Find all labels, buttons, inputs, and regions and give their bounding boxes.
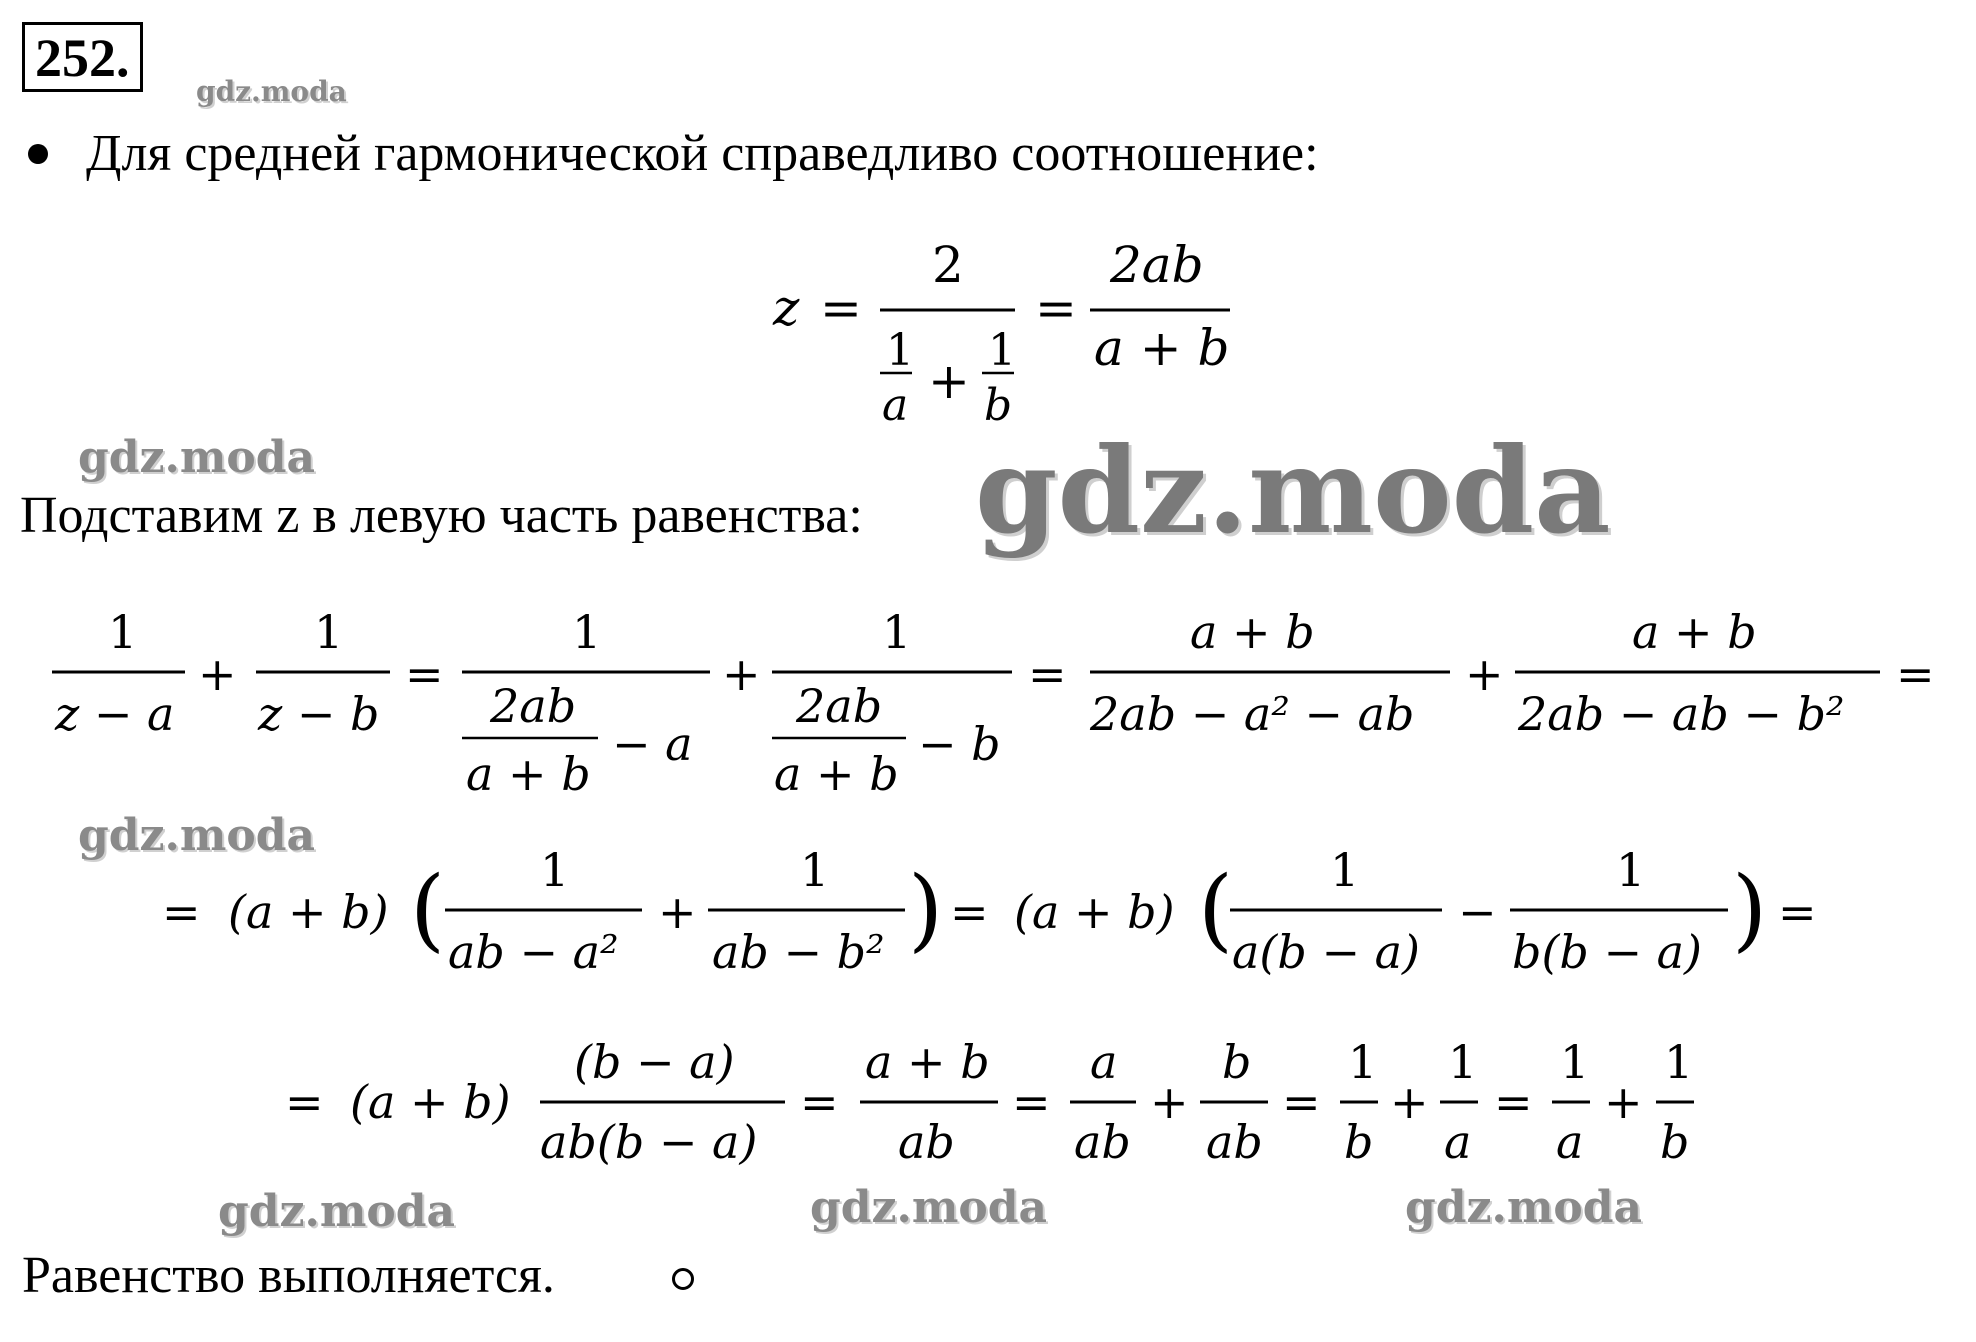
svg-text:a + b: a + b bbox=[466, 747, 591, 801]
svg-text:1: 1 bbox=[988, 325, 1016, 376]
svg-text:2ab − a² − ab: 2ab − a² − ab bbox=[1090, 687, 1415, 741]
svg-text:1: 1 bbox=[572, 605, 602, 659]
svg-text:b: b bbox=[1660, 1115, 1690, 1169]
svg-text:1: 1 bbox=[882, 605, 912, 659]
svg-text:+: + bbox=[1390, 1075, 1429, 1129]
svg-text:+: + bbox=[1465, 647, 1504, 701]
svg-text:=: = bbox=[1494, 1075, 1533, 1129]
svg-text:+: + bbox=[928, 352, 970, 410]
svg-text:a: a bbox=[1556, 1115, 1584, 1169]
svg-text:+: + bbox=[1150, 1075, 1189, 1129]
svg-text:1: 1 bbox=[800, 843, 830, 897]
svg-text:1: 1 bbox=[1448, 1035, 1478, 1089]
svg-text:ab: ab bbox=[1206, 1115, 1263, 1169]
svg-text:a: a bbox=[1090, 1035, 1118, 1089]
svg-text:1: 1 bbox=[886, 325, 914, 376]
end-circle-icon bbox=[672, 1268, 694, 1290]
svg-text:a: a bbox=[1444, 1115, 1472, 1169]
svg-text:1: 1 bbox=[540, 843, 570, 897]
svg-text:=: = bbox=[800, 1075, 839, 1129]
svg-text:=: = bbox=[1778, 885, 1817, 939]
svg-text:=: = bbox=[820, 279, 862, 337]
svg-text:+: + bbox=[658, 885, 697, 939]
watermark-bottom-2: gdz.moda bbox=[810, 1182, 1048, 1233]
svg-text:2ab: 2ab bbox=[796, 679, 883, 733]
svg-text:=: = bbox=[162, 885, 201, 939]
svg-text:a + b: a + b bbox=[1190, 605, 1315, 659]
svg-text:ab(b − a): ab(b − a) bbox=[540, 1115, 758, 1169]
equation-line-1 bbox=[52, 605, 1935, 801]
svg-text:a + b: a + b bbox=[774, 747, 899, 801]
svg-text:=: = bbox=[1028, 647, 1067, 701]
svg-text:2ab − ab − b²: 2ab − ab − b² bbox=[1518, 687, 1845, 741]
svg-text:ab − b²: ab − b² bbox=[712, 925, 885, 979]
watermark-left-1: gdz.moda bbox=[78, 432, 316, 483]
svg-text:a + b: a + b bbox=[1094, 319, 1230, 377]
svg-text:ab: ab bbox=[1074, 1115, 1131, 1169]
svg-text:− a: − a bbox=[612, 717, 693, 771]
svg-text:): ) bbox=[908, 857, 944, 962]
svg-text:=: = bbox=[1282, 1075, 1321, 1129]
svg-text:=: = bbox=[1012, 1075, 1051, 1129]
svg-text:(a + b): (a + b) bbox=[228, 885, 389, 939]
svg-text:b: b bbox=[984, 380, 1013, 431]
svg-text:z: z bbox=[773, 279, 800, 337]
svg-text:a(b − a): a(b − a) bbox=[1232, 925, 1420, 979]
svg-text:+: + bbox=[722, 647, 761, 701]
problem-number: 252. bbox=[22, 22, 143, 92]
svg-text:=: = bbox=[1035, 279, 1077, 337]
svg-text:1: 1 bbox=[1664, 1035, 1694, 1089]
watermark-large: gdz.moda bbox=[975, 421, 1611, 560]
svg-text:+: + bbox=[198, 647, 237, 701]
svg-text:=: = bbox=[405, 647, 444, 701]
svg-text:(b − a): (b − a) bbox=[574, 1035, 735, 1089]
svg-text:=: = bbox=[950, 885, 989, 939]
svg-text:1: 1 bbox=[1616, 843, 1646, 897]
svg-text:1: 1 bbox=[108, 605, 138, 659]
equation-line-3 bbox=[285, 1035, 1694, 1169]
svg-text:): ) bbox=[1732, 857, 1768, 962]
svg-text:ab − a²: ab − a² bbox=[448, 925, 619, 979]
substitute-text: Подставим z в левую часть равенства: bbox=[20, 487, 863, 544]
svg-text:2ab: 2ab bbox=[490, 679, 577, 733]
svg-text:2: 2 bbox=[932, 236, 964, 294]
svg-text:(: ( bbox=[410, 857, 446, 962]
conclusion-text: Равенство выполняется. bbox=[22, 1247, 555, 1304]
watermark-small: gdz.moda bbox=[196, 75, 347, 108]
svg-text:z − b: z − b bbox=[258, 687, 380, 741]
svg-text:=: = bbox=[1896, 647, 1935, 701]
svg-text:b: b bbox=[1344, 1115, 1374, 1169]
watermark-bottom-3: gdz.moda bbox=[1405, 1182, 1643, 1233]
intro-text: Для средней гармонической справедливо соотношение: bbox=[86, 125, 1319, 182]
equation-line-2 bbox=[162, 843, 1817, 979]
svg-text:2ab: 2ab bbox=[1110, 236, 1204, 294]
svg-text:b(b − a): b(b − a) bbox=[1512, 925, 1702, 979]
svg-text:(a + b): (a + b) bbox=[1014, 885, 1175, 939]
svg-text:1: 1 bbox=[1560, 1035, 1590, 1089]
svg-text:z − a: z − a bbox=[55, 687, 175, 741]
watermark-left-2: gdz.moda bbox=[78, 810, 316, 861]
svg-text:(: ( bbox=[1198, 857, 1234, 962]
svg-text:1: 1 bbox=[1330, 843, 1360, 897]
svg-text:a + b: a + b bbox=[865, 1035, 990, 1089]
svg-text:− b: − b bbox=[918, 717, 1001, 771]
svg-text:+: + bbox=[1604, 1075, 1643, 1129]
watermark-bottom-1: gdz.moda bbox=[218, 1186, 456, 1237]
svg-text:1: 1 bbox=[314, 605, 344, 659]
svg-text:a + b: a + b bbox=[1632, 605, 1757, 659]
svg-text:ab: ab bbox=[898, 1115, 955, 1169]
equation-harmonic-mean bbox=[772, 236, 1230, 431]
svg-text:a: a bbox=[882, 380, 909, 431]
svg-text:1: 1 bbox=[1348, 1035, 1378, 1089]
svg-text:(a + b): (a + b) bbox=[350, 1075, 511, 1129]
svg-text:=: = bbox=[285, 1075, 324, 1129]
svg-text:−: − bbox=[1458, 885, 1497, 939]
svg-text:b: b bbox=[1222, 1035, 1252, 1089]
